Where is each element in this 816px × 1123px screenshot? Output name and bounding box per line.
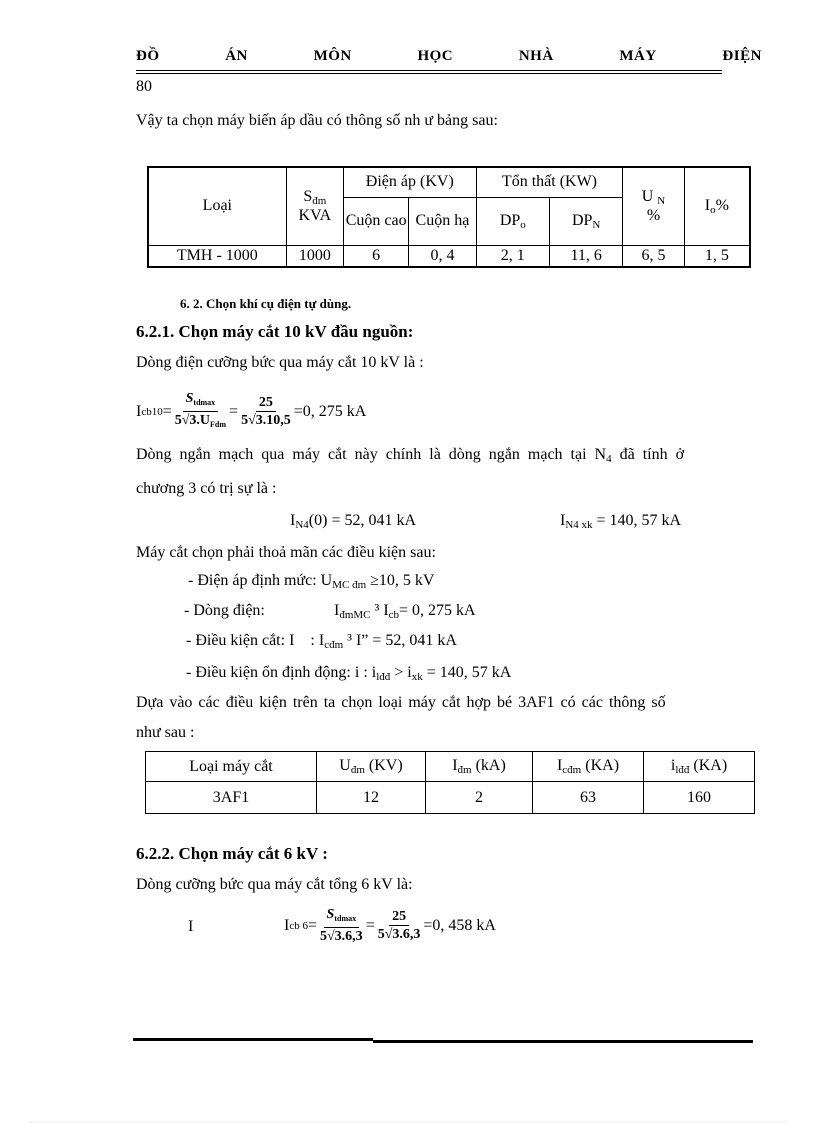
equation-prefix: I [188,918,194,935]
condition-cut: - Điều kiện cắt: I : $I_{cđm}$ ³ I” = 52, 041 kA [186,632,457,651]
breaker-table [145,751,755,814]
fraction: $\frac{S_{tdmax}}{5√3.6,3}$ [320,907,363,944]
table-cell: 11, 6 [549,245,622,267]
header-rule [136,70,722,71]
paragraph: Máy cắt chọn phải thoả mãn các điều kiện sau: [136,544,436,561]
fraction: $\frac{25}{5√3.10,5}$ [241,395,291,428]
intro-text: Vậy ta chọn máy biến áp dầu có thông số nh ư bảng sau: [136,112,498,129]
col-header: Loại máy cắt [146,752,317,782]
footer-rule [133,1038,373,1041]
condition-voltage: - Điện áp định mức: $U_{MC đm} \ge 10$, 5 kV [188,572,435,591]
col-header: $I_o\%$ [684,167,750,245]
header-word: ĐIỆN [722,48,762,64]
table-row [146,782,755,814]
paragraph: Dòng cưỡng bức qua máy cắt tổng 6 kV là: [136,876,413,893]
table-cell: 1000 [286,245,343,267]
paragraph: Dòng ngắn mạch qua máy cắt này chính là dòng ngắn mạch tại $N_4$ đã tính ở [136,446,685,465]
col-header: $i_{lđđ}$ (KA) [644,752,755,782]
col-header: U $_N$ % [623,167,684,245]
condition-dynamic: - Điều kiện ổn định động: i : $i_{lđđ} > i_{xk} = 140$, 57 kA [186,664,512,683]
table-cell: TMH - 1000 [148,245,286,267]
equation-icb10: I cb10 = $\frac{S_{tdmax}}{5√3.U_{Fdm}}$ = $\frac{25}{5√3.10,5}$ =0, 275 kA [136,390,366,434]
table-row [148,245,750,267]
table-cell: 6, 5 [623,245,684,267]
section-heading-6-2: 6. 2. Chọn khí cụ điện tự dùng. [180,296,352,311]
col-header: Tổn thất (KW) [476,167,623,197]
header-word: MÁY [619,48,657,64]
section-heading-6-2-1: 6.2.1. Chọn máy cắt 10 kV đầu nguồn: [136,322,414,341]
table-cell: 2 [426,782,533,814]
col-header: $U_{đm}$ (KV) [317,752,426,782]
col-header: Cuộn hạ [409,197,476,245]
col-header: $S_{đm}$ KVA [286,167,343,245]
table-cell: 3AF1 [146,782,317,814]
paragraph: Dựa vào các điều kiện trên ta chọn loại máy cắt hợp bé 3AF1 có các thông số [136,694,666,711]
col-header: Điện áp (KV) [343,167,476,197]
page-header [136,48,762,65]
header-word: ĐỒ [136,48,160,64]
header-word: ÁN [225,48,248,64]
col-header: $I_{đm}$ (kA) [426,752,533,782]
in4-xk: $I_{N4 xk} = 140$, 57 kA [560,512,682,531]
paragraph: Dòng điện cưỡng bức qua máy cắt 10 kV là : [136,354,424,371]
header-word: HỌC [417,48,454,64]
in4-zero: $I_{N4}(0) = 52$, 041 kA [290,512,417,531]
table-cell: 6 [343,245,408,267]
col-header: $I_{cđm}$ (KA) [533,752,644,782]
page-number: 80 [136,78,152,95]
col-header: Loại [148,167,286,245]
fraction: $\frac{25}{5√3.6,3}$ [377,909,421,942]
table-cell: 0, 4 [409,245,476,267]
header-rule [136,73,722,74]
condition-current-formula: $I_{đmMC}$ ³ $I_{cb}= 0$, 275 kA [334,602,476,621]
table-cell: 63 [533,782,644,814]
header-word: MÔN [313,48,352,64]
table-cell: 12 [317,782,426,814]
footer-rule [373,1040,753,1043]
paragraph: chương 3 có trị sự là : [136,480,277,497]
header-word: NHÀ [518,48,554,64]
col-header: $DP_N$ [549,197,622,245]
section-heading-6-2-2: 6.2.2. Chọn máy cắt 6 kV : [136,844,328,863]
paragraph: như sau : [136,724,195,741]
table-cell: 1, 5 [684,245,750,267]
col-header: $DP_o$ [476,197,549,245]
table-cell: 2, 1 [476,245,549,267]
transformer-table [147,166,751,268]
fraction: $\frac{S_{tdmax}}{5√3.U_{Fdm}}$ [174,391,227,429]
equation-icb6: I cb 6 = $\frac{S_{tdmax}}{5√3.6,3}$ = $\frac{25}{5√3.6,3}$ =0, 458 kA [284,907,496,944]
col-header: Cuộn cao [343,197,408,245]
condition-current: - Dòng điện: [184,602,265,619]
table-cell: 160 [644,782,755,814]
